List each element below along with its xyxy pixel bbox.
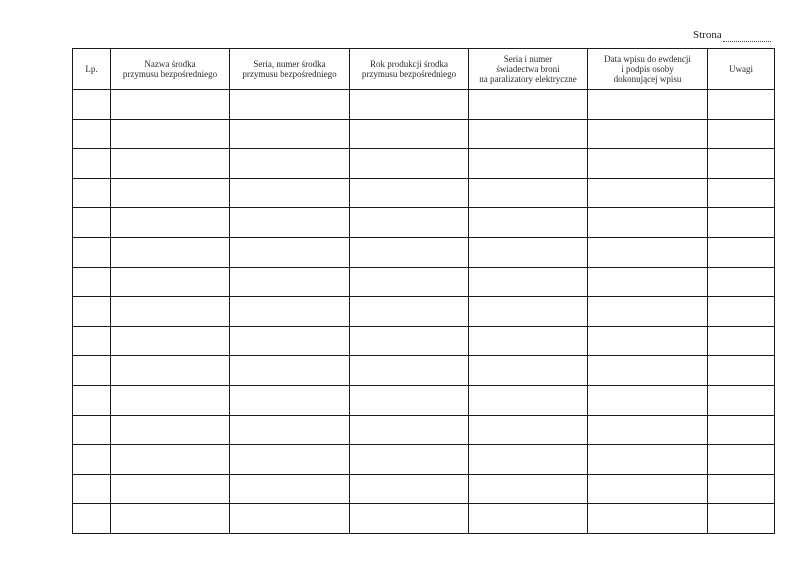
column-header-serial: Seria, numer środka przymusu bezpośredniego xyxy=(230,49,350,90)
cell-name[interactable] xyxy=(111,356,230,386)
cell-serial[interactable] xyxy=(230,297,350,327)
cell-serial[interactable] xyxy=(230,326,350,356)
cell-production-year[interactable] xyxy=(350,445,469,475)
table-row xyxy=(73,90,775,120)
register-table xyxy=(72,48,775,534)
cell-lp[interactable] xyxy=(73,237,111,267)
cell-certificate[interactable] xyxy=(469,267,588,297)
cell-notes[interactable] xyxy=(708,504,775,534)
table-row xyxy=(73,119,775,149)
cell-production-year[interactable] xyxy=(350,119,469,149)
table-row xyxy=(73,415,775,445)
cell-serial[interactable] xyxy=(230,178,350,208)
cell-entry-date-signature[interactable] xyxy=(588,149,708,179)
cell-name[interactable] xyxy=(111,474,230,504)
table-row xyxy=(73,267,775,297)
cell-name[interactable] xyxy=(111,237,230,267)
cell-entry-date-signature[interactable] xyxy=(588,385,708,415)
table-row xyxy=(73,474,775,504)
cell-certificate[interactable] xyxy=(469,326,588,356)
cell-serial[interactable] xyxy=(230,385,350,415)
cell-name[interactable] xyxy=(111,445,230,475)
cell-certificate[interactable] xyxy=(469,149,588,179)
cell-production-year[interactable] xyxy=(350,356,469,386)
cell-entry-date-signature[interactable] xyxy=(588,267,708,297)
column-header-lp: Lp. xyxy=(73,49,111,90)
table-row xyxy=(73,297,775,327)
table-row xyxy=(73,326,775,356)
cell-lp[interactable] xyxy=(73,297,111,327)
cell-notes[interactable] xyxy=(708,119,775,149)
table-row xyxy=(73,356,775,386)
cell-lp[interactable] xyxy=(73,504,111,534)
cell-lp[interactable] xyxy=(73,178,111,208)
cell-production-year[interactable] xyxy=(350,326,469,356)
cell-name[interactable] xyxy=(111,267,230,297)
cell-notes[interactable] xyxy=(708,178,775,208)
cell-notes[interactable] xyxy=(708,90,775,120)
cell-production-year[interactable] xyxy=(350,474,469,504)
table-row xyxy=(73,149,775,179)
table-row xyxy=(73,178,775,208)
register-body xyxy=(73,90,775,534)
cell-entry-date-signature[interactable] xyxy=(588,90,708,120)
cell-entry-date-signature[interactable] xyxy=(588,474,708,504)
cell-production-year[interactable] xyxy=(350,90,469,120)
page-number-blank[interactable] xyxy=(723,31,771,42)
cell-notes[interactable] xyxy=(708,297,775,327)
cell-entry-date-signature[interactable] xyxy=(588,297,708,327)
cell-production-year[interactable] xyxy=(350,415,469,445)
cell-notes[interactable] xyxy=(708,356,775,386)
cell-serial[interactable] xyxy=(230,504,350,534)
cell-name[interactable] xyxy=(111,415,230,445)
cell-serial[interactable] xyxy=(230,237,350,267)
cell-name[interactable] xyxy=(111,178,230,208)
cell-production-year[interactable] xyxy=(350,149,469,179)
cell-production-year[interactable] xyxy=(350,237,469,267)
cell-serial[interactable] xyxy=(230,356,350,386)
cell-lp[interactable] xyxy=(73,149,111,179)
table-row xyxy=(73,208,775,238)
cell-notes[interactable] xyxy=(708,474,775,504)
cell-lp[interactable] xyxy=(73,267,111,297)
cell-serial[interactable] xyxy=(230,90,350,120)
cell-notes[interactable] xyxy=(708,267,775,297)
cell-certificate[interactable] xyxy=(469,415,588,445)
cell-certificate[interactable] xyxy=(469,385,588,415)
table-row xyxy=(73,504,775,534)
cell-entry-date-signature[interactable] xyxy=(588,237,708,267)
cell-production-year[interactable] xyxy=(350,297,469,327)
cell-entry-date-signature[interactable] xyxy=(588,356,708,386)
cell-certificate[interactable] xyxy=(469,445,588,475)
cell-certificate[interactable] xyxy=(469,237,588,267)
column-header-entry-date-signature: Data wpisu do ewdencji i podpis osoby dokonującej wpisu xyxy=(588,49,708,90)
cell-notes[interactable] xyxy=(708,149,775,179)
cell-production-year[interactable] xyxy=(350,178,469,208)
cell-certificate[interactable] xyxy=(469,90,588,120)
table-row xyxy=(73,445,775,475)
cell-name[interactable] xyxy=(111,326,230,356)
cell-notes[interactable] xyxy=(708,237,775,267)
cell-name[interactable] xyxy=(111,149,230,179)
cell-lp[interactable] xyxy=(73,326,111,356)
cell-name[interactable] xyxy=(111,297,230,327)
cell-name[interactable] xyxy=(111,208,230,238)
cell-entry-date-signature[interactable] xyxy=(588,119,708,149)
cell-lp[interactable] xyxy=(73,474,111,504)
cell-certificate[interactable] xyxy=(469,119,588,149)
cell-serial[interactable] xyxy=(230,474,350,504)
table-row xyxy=(73,237,775,267)
cell-name[interactable] xyxy=(111,119,230,149)
column-header-name: Nazwa środka przymusu bezpośredniego xyxy=(111,49,230,90)
cell-lp[interactable] xyxy=(73,90,111,120)
column-header-notes: Uwagi xyxy=(708,49,775,90)
cell-notes[interactable] xyxy=(708,326,775,356)
cell-lp[interactable] xyxy=(73,356,111,386)
cell-entry-date-signature[interactable] xyxy=(588,208,708,238)
cell-production-year[interactable] xyxy=(350,208,469,238)
cell-serial[interactable] xyxy=(230,267,350,297)
cell-certificate[interactable] xyxy=(469,297,588,327)
cell-notes[interactable] xyxy=(708,445,775,475)
cell-name[interactable] xyxy=(111,385,230,415)
cell-entry-date-signature[interactable] xyxy=(588,326,708,356)
cell-notes[interactable] xyxy=(708,208,775,238)
cell-lp[interactable] xyxy=(73,208,111,238)
cell-certificate[interactable] xyxy=(469,208,588,238)
cell-entry-date-signature[interactable] xyxy=(588,415,708,445)
column-header-certificate: Seria i numer świadectwa broni na paralizatory elektryczne xyxy=(469,49,588,90)
cell-entry-date-signature[interactable] xyxy=(588,445,708,475)
cell-entry-date-signature[interactable] xyxy=(588,504,708,534)
cell-production-year[interactable] xyxy=(350,267,469,297)
cell-lp[interactable] xyxy=(73,415,111,445)
cell-entry-date-signature[interactable] xyxy=(588,178,708,208)
cell-certificate[interactable] xyxy=(469,178,588,208)
cell-serial[interactable] xyxy=(230,445,350,475)
cell-production-year[interactable] xyxy=(350,504,469,534)
cell-notes[interactable] xyxy=(708,385,775,415)
cell-name[interactable] xyxy=(111,504,230,534)
cell-lp[interactable] xyxy=(73,385,111,415)
cell-lp[interactable] xyxy=(73,445,111,475)
column-header-production-year: Rok produkcji środka przymusu bezpośredniego xyxy=(350,49,469,90)
cell-serial[interactable] xyxy=(230,415,350,445)
cell-lp[interactable] xyxy=(73,119,111,149)
header-row xyxy=(73,49,775,90)
cell-serial[interactable] xyxy=(230,119,350,149)
cell-serial[interactable] xyxy=(230,208,350,238)
cell-certificate[interactable] xyxy=(469,356,588,386)
cell-certificate[interactable] xyxy=(469,474,588,504)
table-row xyxy=(73,385,775,415)
page-number-field xyxy=(693,28,783,44)
page-number-label: Strona xyxy=(693,29,722,41)
cell-certificate[interactable] xyxy=(469,504,588,534)
cell-serial[interactable] xyxy=(230,149,350,179)
cell-name[interactable] xyxy=(111,90,230,120)
cell-notes[interactable] xyxy=(708,415,775,445)
cell-production-year[interactable] xyxy=(350,385,469,415)
